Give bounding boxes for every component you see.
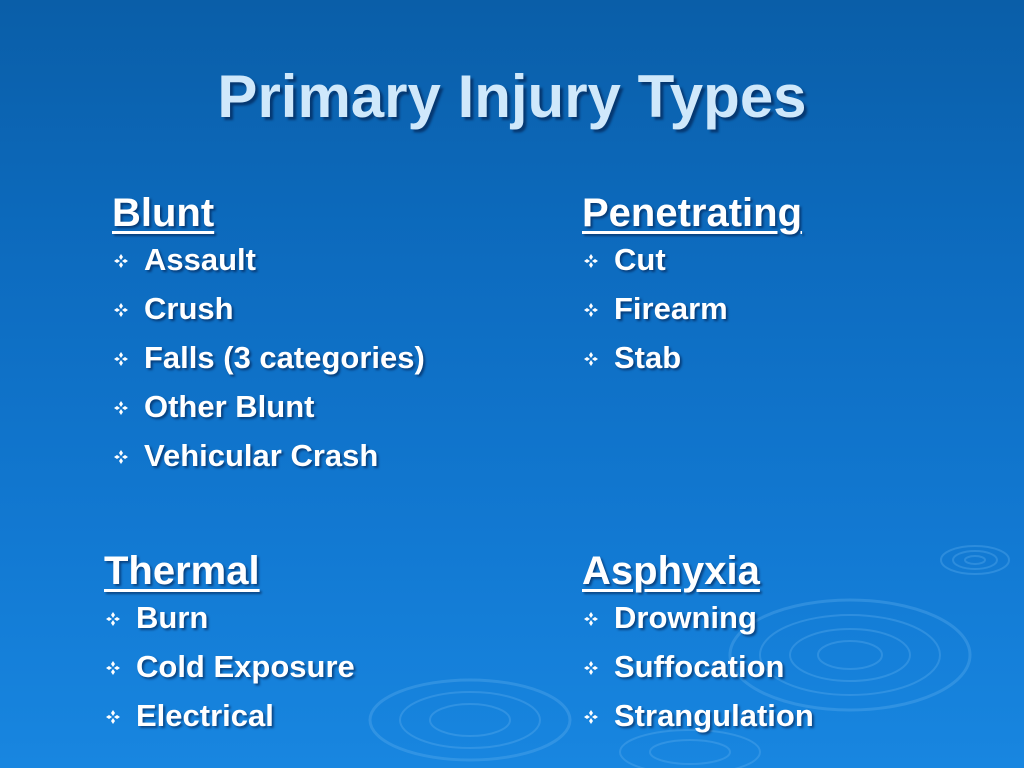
slide-title: Primary Injury Types — [217, 63, 807, 130]
list-item — [112, 240, 425, 289]
list-item — [582, 598, 814, 647]
four-diamond-bullet-icon — [106, 661, 120, 675]
section-heading-asphyxia: Asphyxia — [582, 549, 760, 593]
four-diamond-bullet-icon — [114, 303, 128, 317]
section-heading-blunt: Blunt — [112, 191, 215, 235]
four-diamond-bullet-icon — [106, 612, 120, 626]
list-item-label: Cut — [614, 242, 666, 277]
list-item-label: Vehicular Crash — [144, 438, 379, 473]
section-heading-thermal: Thermal — [104, 549, 260, 593]
list-item — [112, 338, 425, 387]
list-item-label: Electrical — [136, 698, 274, 733]
list-item — [112, 387, 425, 436]
list-item — [582, 289, 802, 338]
four-diamond-bullet-icon — [584, 710, 598, 724]
four-diamond-bullet-icon — [584, 352, 598, 366]
list-item — [104, 647, 355, 696]
four-diamond-bullet-icon — [114, 401, 128, 415]
list-item — [112, 289, 425, 338]
list-item-label: Strangulation — [614, 698, 814, 733]
section-penetrating — [582, 190, 802, 387]
four-diamond-bullet-icon — [584, 254, 598, 268]
list-item-label: Firearm — [614, 291, 728, 326]
list-item-label: Suffocation — [614, 649, 785, 684]
list-item-label: Crush — [144, 291, 234, 326]
list-asphyxia — [582, 598, 814, 745]
list-item — [582, 240, 802, 289]
section-thermal — [104, 548, 355, 745]
list-item — [582, 647, 814, 696]
section-blunt — [112, 190, 425, 485]
list-item-label: Assault — [144, 242, 256, 277]
list-item-label: Other Blunt — [144, 389, 315, 424]
section-asphyxia — [582, 548, 814, 745]
list-item — [104, 598, 355, 647]
list-thermal — [104, 598, 355, 745]
list-item-label: Stab — [614, 340, 682, 375]
list-item-label: Cold Exposure — [136, 649, 355, 684]
four-diamond-bullet-icon — [584, 303, 598, 317]
list-item — [104, 696, 355, 745]
list-item-label: Drowning — [614, 600, 757, 635]
section-heading-penetrating: Penetrating — [582, 191, 803, 235]
list-blunt — [112, 240, 425, 485]
four-diamond-bullet-icon — [584, 612, 598, 626]
four-diamond-bullet-icon — [114, 254, 128, 268]
list-item-label: Falls (3 categories) — [144, 340, 425, 375]
list-item — [112, 436, 425, 485]
list-item-label: Burn — [136, 600, 209, 635]
four-diamond-bullet-icon — [114, 352, 128, 366]
four-diamond-bullet-icon — [114, 450, 128, 464]
list-item — [582, 338, 802, 387]
four-diamond-bullet-icon — [584, 661, 598, 675]
four-diamond-bullet-icon — [106, 710, 120, 724]
list-item — [582, 696, 814, 745]
list-penetrating — [582, 240, 802, 387]
